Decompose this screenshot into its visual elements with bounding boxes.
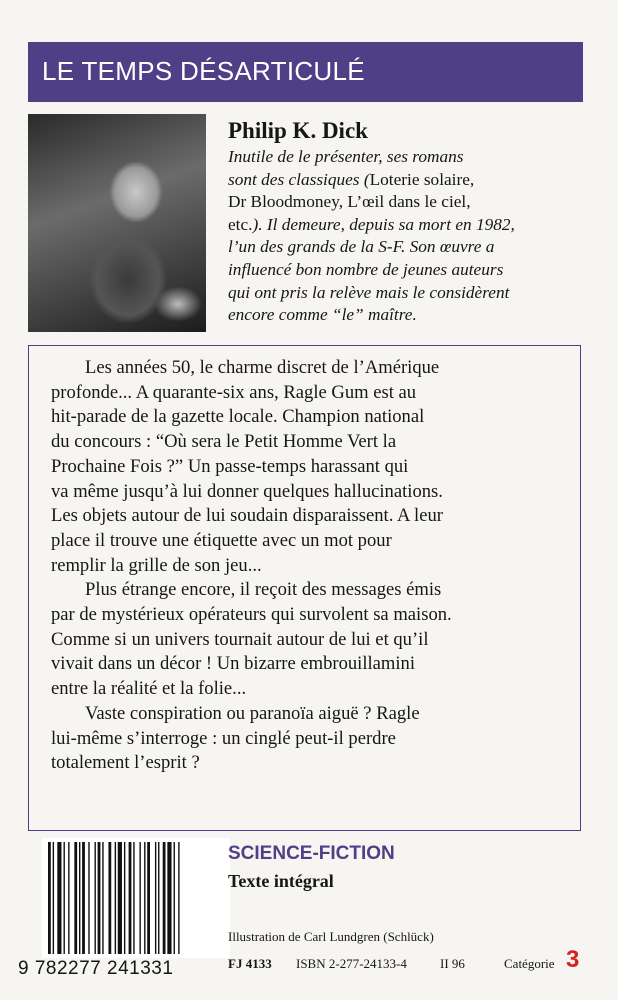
summary-line: Les objets autour de lui soudain disparaissent. A leur — [51, 505, 443, 527]
summary-line: lui-même s’interroge : un cinglé peut-il perdre — [51, 727, 396, 749]
summary-line: va même jusqu’à lui donner quelques hallucinations. — [51, 480, 443, 502]
bio-text-span: encore comme “le” maître. — [228, 305, 417, 325]
summary-line: place il trouve une étiquette avec un mot pour — [51, 529, 392, 551]
summary-box — [28, 345, 581, 831]
summary-line: hit-parade de la gazette locale. Champion national — [51, 406, 425, 428]
barcode-bar — [82, 842, 85, 954]
bio-line — [228, 191, 588, 214]
barcode-bar — [139, 842, 140, 954]
summary-line: profonde... A quarante-six ans, Ragle Gum est au — [51, 381, 417, 403]
barcode-bar — [53, 842, 54, 954]
barcode-bar — [74, 842, 77, 954]
barcode-bar — [115, 842, 116, 954]
summary-paragraph — [29, 356, 443, 578]
category-label: Catégorie — [504, 956, 555, 971]
barcode-bar — [64, 842, 65, 954]
bio-text-span: Dr Bloodmoney, L’œil dans le ciel, — [228, 192, 471, 212]
bio-text-span: etc. — [228, 214, 253, 234]
bio-line — [228, 259, 588, 282]
barcode-bar — [95, 842, 96, 954]
barcode-bar — [158, 842, 159, 954]
bio-text-span: ). Il demeure, depuis sa mort en 1982, — [252, 214, 515, 234]
summary-line: Prochaine Fois ?” Un passe-temps harassant qui — [51, 455, 409, 477]
author-bio — [228, 118, 588, 327]
genre-label: SCIENCE-FICTION — [228, 843, 395, 864]
barcode-bar — [88, 842, 89, 954]
barcode-bar — [79, 842, 80, 954]
bio-line — [228, 214, 588, 237]
summary-paragraph — [29, 578, 452, 702]
barcode-bar — [147, 842, 150, 954]
barcode-bar — [48, 842, 51, 954]
summary-line: Les années 50, le charme discret de l’Amérique — [85, 357, 440, 378]
summary-line: du concours : “Où sera le Petit Homme Vert la — [51, 431, 397, 453]
summary-line: vivait dans un décor ! Un bizarre embrouillamini — [51, 653, 416, 675]
barcode-bar — [102, 842, 103, 954]
barcode-bar — [163, 842, 166, 954]
edition-code: II 96 — [440, 956, 465, 971]
barcode-bar — [118, 842, 122, 954]
barcode-bar — [108, 842, 111, 954]
barcode-bar — [57, 842, 61, 954]
bio-text-span: l’un des grands de la S-F. Son œuvre a — [228, 237, 495, 257]
barcode-bars — [42, 838, 230, 958]
summary-line: totalement l’esprit ? — [51, 752, 200, 774]
bio-line — [228, 304, 588, 327]
bio-text — [228, 146, 588, 327]
summary-line: entre la réalité et la folie... — [51, 678, 247, 700]
summary-line: remplir la grille de son jeu... — [51, 554, 262, 576]
barcode-bar — [178, 842, 179, 954]
barcode-area — [18, 838, 208, 983]
barcode-bar — [68, 842, 69, 954]
illustration-credit: Illustration de Carl Lundgren (Schlück) — [228, 929, 434, 944]
barcode-bar — [174, 842, 175, 954]
barcode-bar — [98, 842, 101, 954]
isbn: ISBN 2-277-24133-4 — [296, 956, 407, 971]
title-band — [28, 42, 583, 102]
barcode-bar — [144, 842, 145, 954]
summary-line: par de mystérieux opérateurs qui survolent sa maison. — [51, 604, 452, 626]
barcode — [42, 838, 230, 958]
bio-text-span: influencé bon nombre de jeunes auteurs — [228, 259, 504, 279]
bio-text-span: sont des classiques ( — [228, 169, 370, 189]
barcode-bar — [155, 842, 156, 954]
bio-line — [228, 146, 588, 169]
book-title: LE TEMPS DÉSARTICULÉ — [42, 56, 365, 86]
bio-line — [228, 282, 588, 305]
barcode-digits: 9 782277 241331 — [18, 958, 174, 979]
barcode-bar — [167, 842, 171, 954]
bio-line — [228, 236, 588, 259]
summary-line: Vaste conspiration ou paranoïa aiguë ? Ragle — [85, 702, 420, 724]
barcode-bar — [133, 842, 134, 954]
bio-text-span: Inutile de le présenter, ses romans — [228, 147, 464, 166]
summary-text — [29, 356, 452, 776]
author-name: Philip K. Dick — [228, 118, 368, 143]
category-number: 3 — [566, 946, 580, 973]
bio-text-span: Loterie solaire, — [369, 169, 475, 189]
collection-code: FJ 4133 — [228, 956, 272, 971]
summary-line: Comme si un univers tournait autour de lui et qu’il — [51, 628, 429, 650]
bio-line — [228, 169, 588, 192]
barcode-bar — [129, 842, 132, 954]
summary-paragraph — [29, 702, 430, 776]
integral-label: Texte intégral — [228, 871, 334, 891]
bio-text-span: qui ont pris la relève mais le considèrent — [228, 282, 510, 302]
summary-line: Plus étrange encore, il reçoit des messages émis — [85, 579, 442, 601]
author-photo — [28, 114, 206, 332]
barcode-bar — [124, 842, 125, 954]
